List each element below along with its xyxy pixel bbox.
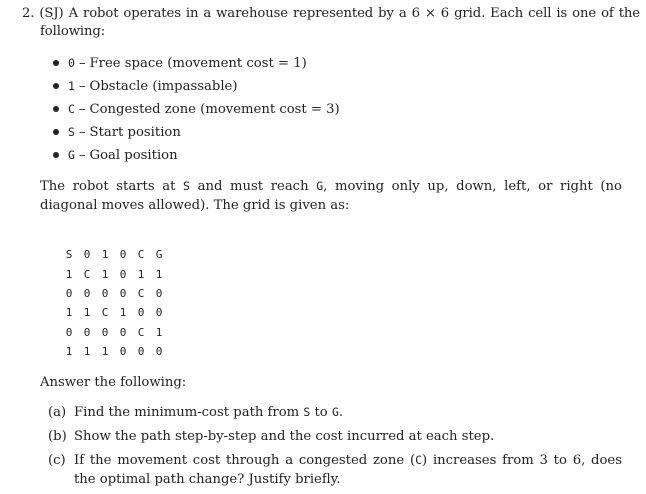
legend-symbol: 0 [68,56,75,70]
goal-symbol: G [316,179,324,193]
grid-row [60,245,168,264]
grid-cell: 0 [119,286,127,300]
legend-item: G – Goal position [53,144,340,167]
grid-cell: 0 [119,325,127,339]
goal-symbol: G [331,405,339,419]
grid-cell: 1 [83,345,91,359]
grid-cell: 1 [155,267,163,281]
grid-cell: 1 [155,325,163,339]
grid-cell: 0 [137,345,145,359]
grid-cell: 0 [119,345,127,359]
part-label: (c) [48,453,66,468]
problem-statement [22,5,640,41]
grid-cell: C [101,306,109,320]
grid-cell: 1 [119,306,127,320]
legend-item: S – Start position [53,121,340,144]
grid-cell: 1 [137,267,145,281]
grid-cell: 0 [83,286,91,300]
legend-description: Start position [89,125,181,140]
grid-cell: C [137,248,145,262]
grid-cell: C [137,325,145,339]
problem-number: 2. [22,6,35,21]
congested-symbol: C [415,453,423,467]
part-label: (b) [48,429,67,444]
grid-cell: 0 [119,267,127,281]
grid-cell: 0 [101,325,109,339]
grid-cell: 0 [155,345,163,359]
question-part-c: (c) If the movement cost through a congested zone (C) increases from 3 to 6, does the optimal path change? Justify briefly. [48,453,623,487]
start-symbol: S [183,179,190,193]
grid-cell: S [65,248,73,262]
question-part-a: (a) Find the minimum-cost path from S to G. [48,405,344,420]
grid-cell: 1 [101,345,109,359]
legend-symbol: 1 [68,79,75,93]
question-part-b: (b) Show the path step-by-step and the cost incurred at each step. [48,429,495,444]
grid-cell: G [155,248,163,262]
grid-cell: 1 [65,345,73,359]
grid-cell: C [83,267,91,281]
bullet-icon [53,60,59,66]
grid-cell: 0 [83,248,91,262]
grid-cell: 1 [65,306,73,320]
grid-row [60,264,168,283]
legend-item: 0 – Free space (movement cost = 1) [53,52,340,75]
bullet-icon [53,152,59,158]
legend-description: Goal position [89,148,178,163]
grid-row [60,342,168,361]
question-parts [48,403,622,494]
grid-cell: C [137,286,145,300]
start-symbol: S [303,405,311,419]
part-label: (a) [48,405,67,420]
grid-row [60,303,168,322]
grid-cell: 0 [137,306,145,320]
legend-symbol: G [68,148,75,162]
grid-cell: 1 [83,306,91,320]
grid-cell: 0 [65,286,73,300]
grid-row [60,323,168,342]
grid-row [60,284,168,303]
legend-description: Free space (movement cost = 1) [89,56,307,71]
grid-cell: 1 [101,267,109,281]
bullet-icon [53,83,59,89]
grid-cell: 0 [101,286,109,300]
legend-item: C – Congested zone (movement cost = 3) [53,98,340,121]
legend-symbol: C [68,102,75,116]
problem-intro: (SJ) A robot operates in a warehouse represented by a 6 × 6 grid. Each cell is one of the following: [39,6,640,39]
grid-cell: 0 [155,286,163,300]
grid-cell: 0 [119,248,127,262]
legend-description: Obstacle (impassable) [89,79,238,94]
grid-cell: 0 [155,306,163,320]
grid-cell: 0 [83,325,91,339]
task-description: The robot starts at S and must reach G, moving only up, down, left, or right (no diagonal moves allowed). The grid is given as: [40,179,622,213]
warehouse-grid [60,245,168,361]
legend-item: 1 – Obstacle (impassable) [53,75,340,98]
grid-cell: 0 [65,325,73,339]
grid-cell: 1 [65,267,73,281]
grid-cell: 1 [101,248,109,262]
answer-heading: Answer the following: [40,375,187,390]
legend-symbol: S [68,125,75,139]
bullet-icon [53,106,59,112]
cell-legend-list [53,52,340,167]
bullet-icon [53,129,59,135]
legend-description: Congested zone (movement cost = 3) [89,102,340,117]
